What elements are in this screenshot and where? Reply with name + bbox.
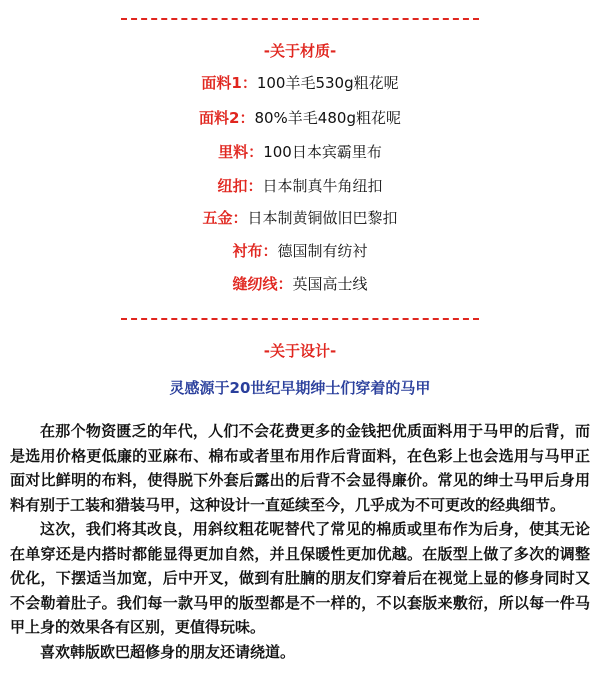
top-divider [121, 18, 479, 20]
design-description [10, 419, 590, 664]
spec-label: 五金 [202, 209, 233, 227]
paragraph: 这次，我们将其改良，用斜纹粗花呢替代了常见的棉质或里布作为后身，使其无论在单穿还是内搭时都能显得更加自然，并且保暖性更加优越。在版型上做了多次的调整优化，下摆适当加宽，后中开叉，做到有肚腩的朋友们穿着后在视觉上显的修身同时又不会勒着肚子。我们每一款马甲的版型都是不一样的，不以套版来敷衍，所以每一件马甲上身的效果各有区别，更值得玩味。 [10, 520, 590, 636]
spec-label: 衬布 [232, 242, 263, 260]
spec-separator: ： [241, 74, 257, 92]
spec-separator: ： [248, 143, 264, 161]
design-subtitle: 灵感源于20世纪早期绅士们穿着的马甲 [169, 379, 431, 397]
spec-lining [0, 142, 600, 162]
middle-divider [121, 318, 479, 320]
spec-value: 100日本宾霸里布 [263, 143, 382, 161]
spec-separator: ： [239, 109, 255, 127]
spec-fabric-2 [0, 108, 600, 128]
spec-separator: ： [277, 275, 293, 293]
spec-value: 日本制真牛角纽扣 [262, 177, 383, 195]
spec-label: 里料 [218, 143, 249, 161]
spec-label: 纽扣 [217, 177, 248, 195]
spec-value: 英国高士线 [292, 275, 368, 293]
spec-separator: ： [262, 242, 278, 260]
paragraph: 喜欢韩版欧巴超修身的朋友还请绕道。 [40, 642, 296, 661]
spec-value: 日本制黄铜做旧巴黎扣 [247, 209, 398, 227]
spec-buttons [0, 176, 600, 196]
materials-title: -关于材质- [263, 42, 337, 60]
spec-separator: ： [247, 177, 263, 195]
spec-fabric-1 [0, 73, 600, 93]
spec-hardware [0, 208, 600, 228]
spec-label: 面料2 [199, 109, 240, 127]
spec-interlining [0, 241, 600, 261]
spec-separator: ： [232, 209, 248, 227]
design-title: -关于设计- [263, 342, 337, 360]
spec-value: 100羊毛530g粗花呢 [256, 74, 399, 92]
spec-thread [0, 274, 600, 294]
spec-value: 德国制有纺衬 [277, 242, 368, 260]
spec-label: 缝纫线 [232, 275, 278, 293]
paragraph: 在那个物资匮乏的年代，人们不会花费更多的金钱把优质面料用于马甲的后背，而是选用价格更低廉的亚麻布、棉布或者里布用作后背面料，在色彩上也会选用与马甲正面对比鲜明的布料，使得脱下外套后露出的后背不会显得廉价。常见的绅士马甲后身用料有别于工装和猎装马甲，这种设计一直延续至今，几乎成为不可更改的经典细节。 [10, 422, 590, 514]
spec-value: 80%羊毛480g粗花呢 [254, 109, 401, 127]
spec-label: 面料1 [201, 74, 242, 92]
